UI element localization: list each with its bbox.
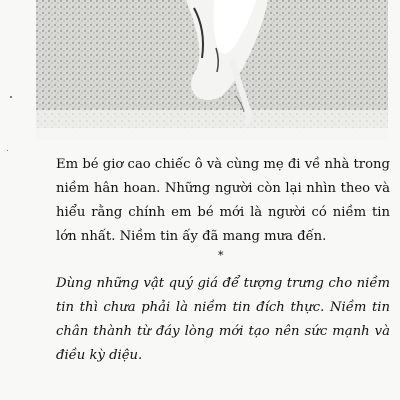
print-speck xyxy=(10,96,12,98)
print-speck xyxy=(7,150,8,151)
illustration-graphic xyxy=(36,0,388,140)
section-separator: * xyxy=(218,249,224,262)
story-paragraph: Em bé giơ cao chiếc ô và cùng mẹ đi về nhà trong niềm hân hoan. Những người còn lại nhìn theo và hiểu rằng chính em bé mới là người có niềm tin lớn nhất. Niềm tin ấy đã mang mưa đến. xyxy=(56,157,390,244)
umbrella-child-illustration xyxy=(36,0,388,140)
moral-quote: Dùng những vật quý giá để tượng trưng cho niềm tin thì chưa phải là niềm tin đích thực. Niềm tin chân thành từ đáy lòng mới tạo nên sức mạnh và điều kỳ diệu. xyxy=(56,276,390,363)
